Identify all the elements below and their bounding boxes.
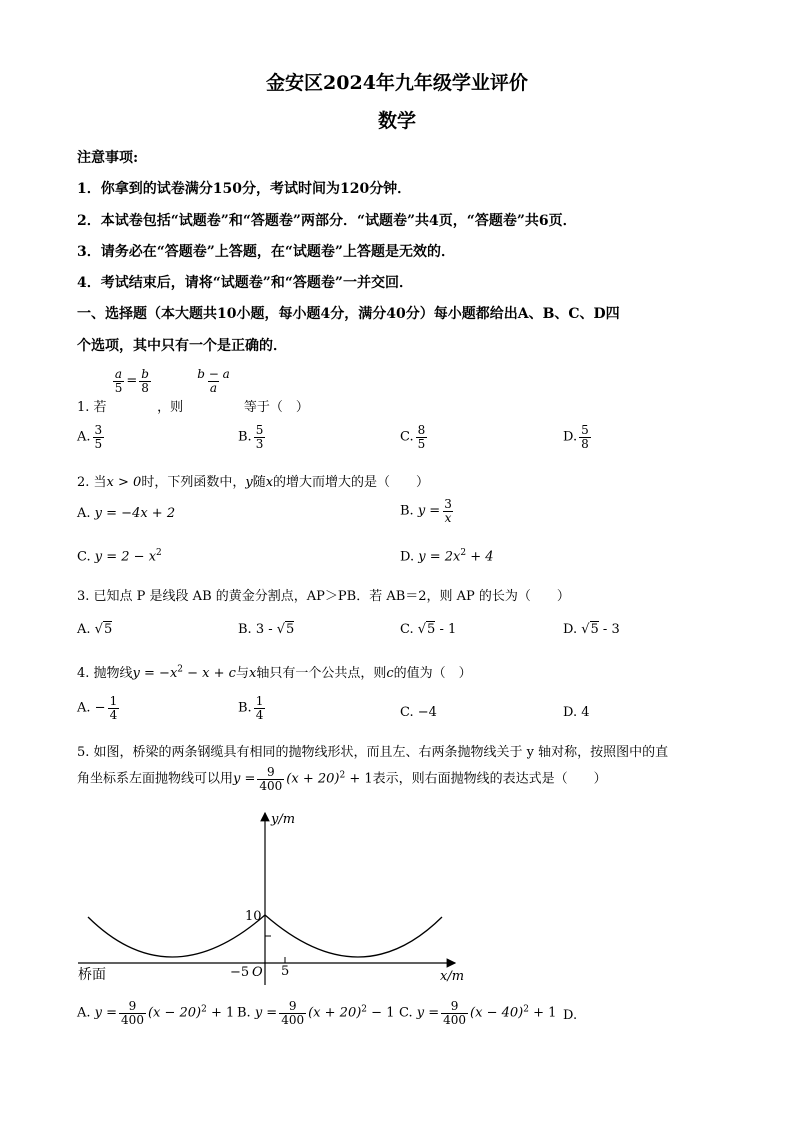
q3-option-c: C. √5 - 1	[400, 622, 457, 637]
note-item: 1．你拿到的试卷满分150分，考试时间为120分钟．	[77, 181, 412, 197]
q5-option-b: B. y = $\frac{9}{400}$ $(x + 20)^2 - 1$	[237, 999, 395, 1027]
q5-option-d: D.	[563, 1008, 578, 1023]
q1-option-d: D. $\frac{5}{8}$	[563, 423, 589, 451]
subject-title: 数学	[377, 110, 416, 132]
q1-option-a: A. $\frac{3}{5}$	[77, 423, 103, 451]
label-5: 5	[281, 964, 290, 979]
q4-option-a: A. − $\frac{1}{4}$	[77, 694, 118, 722]
note-item: 3．请务必在“答题卷”上答题，在“试题卷”上答题是无效的．	[77, 244, 455, 260]
question-5-stem: 5. 如图，桥梁的两条钢缆具有相同的抛物线形状，而且左、右两条抛物线关于 y 轴对称，按照图中的直	[77, 745, 669, 760]
exam-title: 金安区2024年九年级学业评价	[266, 72, 528, 94]
q2-option-d: D. $y = 2x^2 + 4$	[400, 548, 494, 565]
q3-option-b: B. 3 - √5	[238, 622, 295, 637]
question-3-stem: 3. 已知点 P 是线段 AB 的黄金分割点，AP＞PB．若 AB＝2，则 AP 的长为（ ）	[77, 589, 570, 604]
q4-option-c: C. −4	[400, 705, 437, 720]
note-item: 2．本试卷包括“试题卷”和“答题卷”两部分．“试题卷”共4页，“答题卷”共6页．	[77, 213, 577, 229]
question-2-stem: 2. 当x > 0时，下列函数中，y随x的增大而增大的是（ ）	[77, 475, 430, 490]
q3-option-a: A. √5	[77, 622, 113, 637]
q1-option-b: B. $\frac{5}{3}$	[238, 423, 264, 451]
q2-option-a: A. y = −4x + 2	[77, 506, 176, 521]
question-5-stem-cont: 角坐标系左面抛物线可以用y = $\frac{9}{400}$ $(x + 20)^2 + 1$表示，则右面抛物线的表达式是（ ）	[77, 765, 607, 793]
q2-option-c: C. $y = 2 - x^2$	[77, 548, 162, 565]
label-origin: O	[252, 965, 263, 980]
note-item: 4．考试结束后，请将“试题卷”和“答题卷”一并交回．	[77, 275, 413, 291]
bridge-figure	[70, 805, 470, 990]
notes-heading: 注意事项:	[77, 150, 139, 166]
q4-option-d: D. 4	[563, 705, 590, 720]
q1-option-c: C. $\frac{8}{5}$	[400, 423, 426, 451]
left-parabola	[88, 915, 265, 957]
y-axis-label: y/m	[271, 812, 296, 827]
label-10: 10	[245, 909, 262, 924]
question-4-stem: 4. 抛物线$y = -x^2 - x + c$与x轴只有一个公共点，则c的值为（ ）	[77, 664, 472, 681]
q5-option-a: A. y = $\frac{9}{400}$ $(x - 20)^2 + 1$	[77, 999, 235, 1027]
label-neg5: −5	[230, 965, 250, 980]
section-heading: 一、选择题（本大题共10小题，每小题4分，满分40分）每小题都给出A、B、C、D四	[77, 306, 620, 322]
bridge-label: 桥面	[78, 967, 106, 983]
section-heading-cont: 个选项，其中只有一个是正确的．	[77, 338, 287, 354]
q3-option-d: D. √5 - 3	[563, 622, 620, 637]
right-parabola	[265, 915, 442, 957]
q4-option-b: B. $\frac{1}{4}$	[238, 694, 264, 722]
q2-option-b: B. y = $\frac{3}{x}$	[400, 497, 452, 525]
question-1-stem: 1. 若 $\frac{a}{5}$ = $\frac{b}{8}$ ，则 $\frac{b - a}{a}$ 等于（ ）	[77, 367, 309, 415]
q5-option-c: C. y = $\frac{9}{400}$ $(x - 40)^2 + 1$	[399, 999, 557, 1027]
x-axis-label: x/m	[440, 969, 465, 984]
